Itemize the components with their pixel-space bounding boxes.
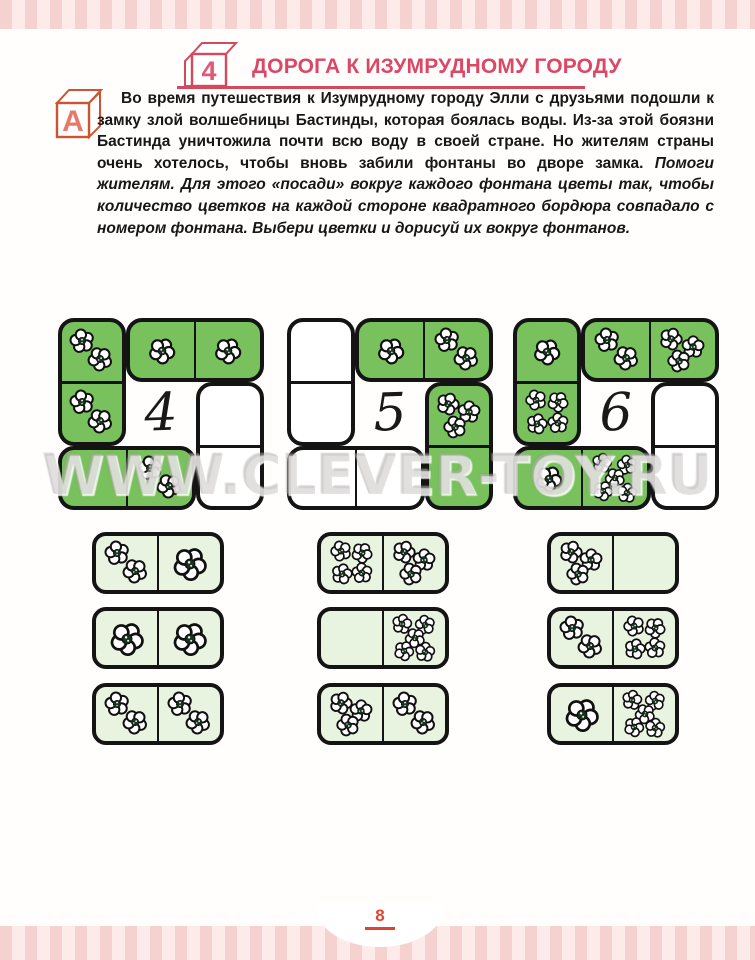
task-text-italic: Помоги жителям. Для этого «посади» вокруг каждого фонтана цветы так, чтобы количество цветков на каждой стороне квадратного бордюра совпадало с номером фонтана. Выбери цветки и дорисуй их вокруг фонтанов. (97, 154, 714, 237)
task-text-regular: Во время путешествия к Изумрудному городу Элли с друзьями подошли к замку злой волшебницы Бастинды, которая боялась воды. Из-за этой боязни Бастинда уничтожила почти всю воду в своей стране. Но жителям страны очень хотелось, чтобы вновь забили фонтаны во дворе замка. (97, 90, 714, 172)
domino-cell (612, 687, 675, 741)
flower-wrap (171, 545, 209, 583)
chapter-number: 4 (201, 56, 217, 86)
flower-icon (394, 557, 427, 590)
domino-cell (612, 536, 675, 590)
domino-cell (96, 687, 157, 741)
domino-cell (321, 611, 382, 665)
domino-cell (382, 536, 445, 590)
page-title: ДОРОГА К ИЗУМРУДНОМУ ГОРОДУ (252, 55, 622, 78)
flower-icon (571, 627, 608, 664)
domino-cell (321, 536, 382, 590)
flower-wrap (565, 561, 591, 587)
flower-wrap (643, 636, 667, 660)
flower-wrap (121, 557, 149, 585)
flower-wrap (644, 717, 667, 740)
domino-cell (612, 611, 675, 665)
flower-domino-option[interactable] (317, 607, 449, 669)
flower-icon (163, 613, 215, 665)
flower-icon (641, 633, 670, 662)
page-number-underline (365, 927, 395, 930)
flower-domino-option[interactable] (92, 607, 224, 669)
domino-cell (382, 611, 445, 665)
domino-cell (157, 536, 220, 590)
domino-cell (551, 536, 612, 590)
flower-icon (163, 538, 215, 590)
flower-wrap (414, 641, 437, 664)
flower-icon (555, 689, 607, 741)
chapter-cube-icon (176, 40, 240, 90)
flower-wrap (184, 708, 212, 736)
fountain-number: 5 (372, 382, 408, 444)
flower-wrap (576, 632, 604, 660)
flower-icon (100, 613, 152, 665)
flower-domino-option[interactable] (547, 607, 679, 669)
task-letter: А (62, 105, 84, 138)
watermark: WWW.CLEVER-TOY.RU (42, 443, 713, 507)
flower-wrap (171, 620, 209, 658)
flower-icon (116, 552, 153, 589)
fountain-number: 6 (598, 382, 634, 444)
flower-domino-option[interactable] (92, 532, 224, 594)
domino-cell (551, 687, 612, 741)
domino-cell (551, 611, 612, 665)
flower-wrap (409, 708, 437, 736)
flower-wrap (108, 620, 146, 658)
flower-domino-option[interactable] (547, 532, 679, 594)
domino-cell (321, 687, 382, 741)
flower-domino-option[interactable] (317, 683, 449, 745)
page-number: 8 (375, 906, 385, 925)
flower-icon (413, 639, 439, 665)
flower-wrap (335, 712, 361, 738)
domino-cell (382, 687, 445, 741)
flower-icon (643, 715, 669, 741)
flower-domino-option[interactable] (92, 683, 224, 745)
domino-cell (157, 687, 220, 741)
flower-domino-option[interactable] (547, 683, 679, 745)
flower-wrap (350, 561, 374, 585)
flower-wrap (398, 561, 424, 587)
flower-icon (116, 703, 153, 740)
flower-icon (348, 558, 377, 587)
flower-wrap (121, 708, 149, 736)
flower-icon (331, 708, 364, 741)
fountain-number: 4 (143, 382, 179, 444)
flower-icon (179, 703, 216, 740)
flower-domino-option[interactable] (317, 532, 449, 594)
flower-icon (561, 557, 594, 590)
domino-cell (157, 611, 220, 665)
flower-wrap (563, 696, 601, 734)
flower-icon (404, 703, 441, 740)
domino-cell (96, 611, 157, 665)
domino-cell (96, 536, 157, 590)
